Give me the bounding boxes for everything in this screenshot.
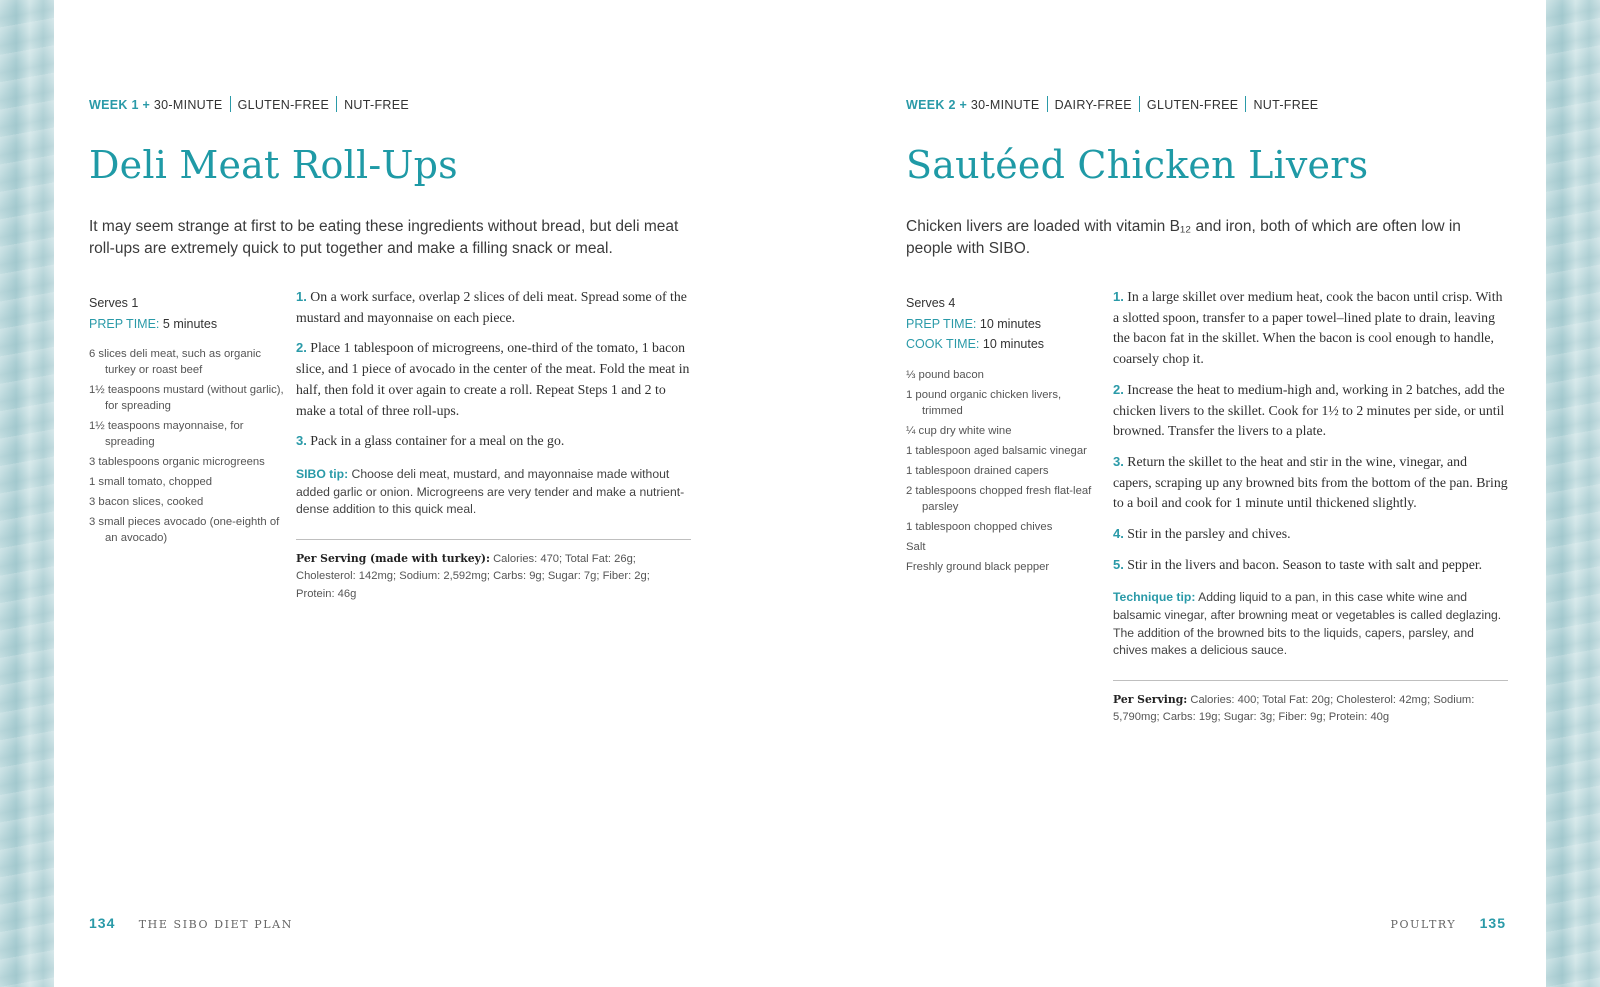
recipe-tags: [89, 96, 409, 112]
step-text: On a work surface, overlap 2 slices of deli meat. Spread some of the mustard and mayonnaise on each piece.: [296, 289, 687, 325]
week-tag: WEEK 2 +: [906, 98, 968, 112]
serves: Serves 1: [89, 296, 139, 310]
prep-time: [89, 314, 284, 335]
nutrition-text: Calories: 400; Total Fat: 20g; Cholesterol: 42mg; Sodium: 5,790mg; Carbs: 19g; Sugar: 3g; Fiber: 9g; Protein: 40g: [1113, 693, 1475, 724]
step: [1113, 287, 1508, 370]
tip-label: Technique tip:: [1113, 590, 1196, 605]
ingredient-item: 1 pound organic chicken livers, trimmed: [906, 389, 1062, 417]
step: [1113, 380, 1508, 442]
ingredient-list: [89, 346, 284, 550]
step-text: Increase the heat to medium-high and, working in 2 batches, add the chicken livers to the skillet. Cook for 1½ to 2 minutes per side, or until browned. Transfer the livers to a plate.: [1113, 381, 1505, 439]
ingredient-item: 1 tablespoon aged balsamic vinegar: [906, 445, 1087, 457]
recipe-title: Deli Meat Roll-Ups: [89, 143, 458, 187]
ingredient-item: 1½ teaspoons mayonnaise, for spreading: [89, 420, 244, 448]
step-text: Return the skillet to the heat and stir in the wine, vinegar, and capers, scraping up any browned bits from the bottom of the pan. Bring to a boil and cook for 1 minute until thickened slightly.: [1113, 453, 1508, 511]
prep-time: [906, 314, 1101, 335]
recipe-steps: [296, 287, 691, 603]
ingredient-item: ⅓ pound bacon: [906, 369, 984, 381]
recipe-tip: [1113, 589, 1508, 659]
step: [296, 287, 691, 328]
recipe-tags: [906, 96, 1318, 112]
step: [1113, 452, 1508, 514]
ingredient-item: 3 bacon slices, cooked: [89, 496, 204, 508]
tag-label: NUT-FREE: [344, 98, 409, 112]
nutrition-info: [1113, 691, 1508, 727]
divider: [1113, 680, 1508, 681]
running-title: POULTRY: [1390, 918, 1457, 931]
recipe-intro: Chicken livers are loaded with vitamin B₁₂ and iron, both of which are often low in people with SIBO.: [906, 218, 1461, 257]
page-footer: [1206, 915, 1506, 931]
ingredient-item: 1 tablespoon drained capers: [906, 465, 1049, 477]
step-number: 5.: [1113, 556, 1124, 572]
left-watercolor-edge: [0, 0, 54, 987]
tag-label: GLUTEN-FREE: [1146, 98, 1239, 112]
ingredient-item: 1½ teaspoons mustard (without garlic), for spreading: [89, 384, 284, 412]
step-number: 1.: [1113, 289, 1124, 304]
prep-time-label: PREP TIME:: [89, 316, 160, 331]
tag-label: DAIRY-FREE: [1054, 98, 1132, 112]
recipe-title: Sautéed Chicken Livers: [906, 143, 1369, 187]
step: [1113, 524, 1508, 545]
nutrition-text: Calories: 470; Total Fat: 26g; Cholesterol: 142mg; Sodium: 2,592mg; Carbs: 9g; Sugar: 7g; Fiber: 2g; Protein: 46g: [296, 552, 650, 600]
tag-separator: [1245, 96, 1246, 112]
step-number: 2.: [296, 340, 307, 356]
ingredient-item: 2 tablespoons chopped fresh flat-leaf parsley: [906, 485, 1092, 513]
ingredient-item: 6 slices deli meat, such as organic turkey or roast beef: [89, 348, 262, 376]
cook-time-label: COOK TIME:: [906, 337, 980, 351]
step-number: 4.: [1113, 526, 1124, 542]
tag-separator: [336, 96, 337, 112]
ingredient-item: 1 tablespoon chopped chives: [906, 521, 1053, 533]
tip-label: SIBO tip:: [296, 466, 349, 481]
tag-label: 30-MINUTE: [970, 98, 1040, 112]
recipe-intro: It may seem strange at first to be eating these ingredients without bread, but deli meat roll-ups are extremely quick to put together and make a filling snack or meal.: [89, 218, 679, 257]
prep-time-value: 5 minutes: [162, 316, 218, 331]
step-number: 3.: [1113, 453, 1124, 469]
step-number: 1.: [296, 289, 307, 304]
step-text: In a large skillet over medium heat, cook the bacon until crisp. With a slotted spoon, transfer to a paper towel–lined plate to drain, leaving the bacon fat in the skillet. When the bacon is cool enough to handle, coarsely chop it.: [1113, 289, 1503, 367]
step-text: Stir in the livers and bacon. Season to taste with salt and pepper.: [1127, 556, 1483, 572]
prep-time-label: PREP TIME:: [906, 316, 977, 331]
ingredient-item: 1 small tomato, chopped: [89, 476, 213, 488]
step-text: Stir in the parsley and chives.: [1127, 526, 1291, 542]
tag-separator: [1047, 96, 1048, 112]
nutrition-label: Per Serving (made with turkey):: [296, 551, 490, 565]
step: [296, 338, 691, 421]
page-number: 135: [1479, 915, 1506, 931]
ingredient-item: 3 tablespoons organic microgreens: [89, 456, 265, 468]
step-number: 2.: [1113, 381, 1124, 397]
tip-text: Adding liquid to a pan, in this case white wine and balsamic vinegar, after browning meat or vegetables is called deglazing. The addition of the browned bits to the liquids, capers, parsley, and chives makes a delicious sauce.: [1113, 590, 1502, 658]
step: [1113, 555, 1508, 576]
serves: Serves 4: [906, 296, 956, 310]
step-text: Place 1 tablespoon of microgreens, one-third of the tomato, 1 bacon slice, and 1 piece of avocado in the center of the meat. Fold the meat in half, then fold it over again to create a roll. Repeat Steps 1 and 2 to make a total of three roll-ups.: [296, 340, 690, 418]
week-tag: WEEK 1 +: [89, 98, 151, 112]
step-number: 3.: [296, 433, 307, 449]
ingredient-list: [906, 367, 1101, 579]
running-title: THE SIBO DIET PLAN: [138, 918, 293, 931]
recipe-meta: [906, 293, 1101, 355]
ingredient-item: Freshly ground black pepper: [906, 561, 1050, 573]
page-footer: [89, 915, 293, 931]
page-number: 134: [89, 915, 116, 931]
cook-time-value: 10 minutes: [982, 337, 1045, 351]
ingredient-item: Salt: [906, 541, 926, 553]
step-text: Pack in a glass container for a meal on the go.: [310, 433, 565, 449]
recipe-meta: [89, 293, 284, 334]
tip-text: Choose deli meat, mustard, and mayonnaise made without added garlic or onion. Microgreens are very tender and make a nutrient-dense addition to this quick meal.: [296, 466, 685, 517]
tag-separator: [1139, 96, 1140, 112]
cook-time: [906, 334, 1101, 355]
divider: [296, 539, 691, 540]
tag-label: 30-MINUTE: [153, 98, 223, 112]
tag-separator: [230, 96, 231, 112]
ingredient-item: 3 small pieces avocado (one-eighth of an avocado): [89, 516, 280, 544]
prep-time-value: 10 minutes: [979, 316, 1042, 331]
recipe-steps: [1113, 287, 1508, 727]
nutrition-label: Per Serving:: [1113, 692, 1188, 706]
right-watercolor-edge: [1546, 0, 1600, 987]
recipe-tip: [296, 466, 691, 519]
nutrition-info: [296, 550, 691, 603]
step: [296, 431, 691, 452]
tag-label: NUT-FREE: [1253, 98, 1319, 112]
ingredient-item: ¼ cup dry white wine: [906, 425, 1012, 437]
tag-label: GLUTEN-FREE: [237, 98, 330, 112]
